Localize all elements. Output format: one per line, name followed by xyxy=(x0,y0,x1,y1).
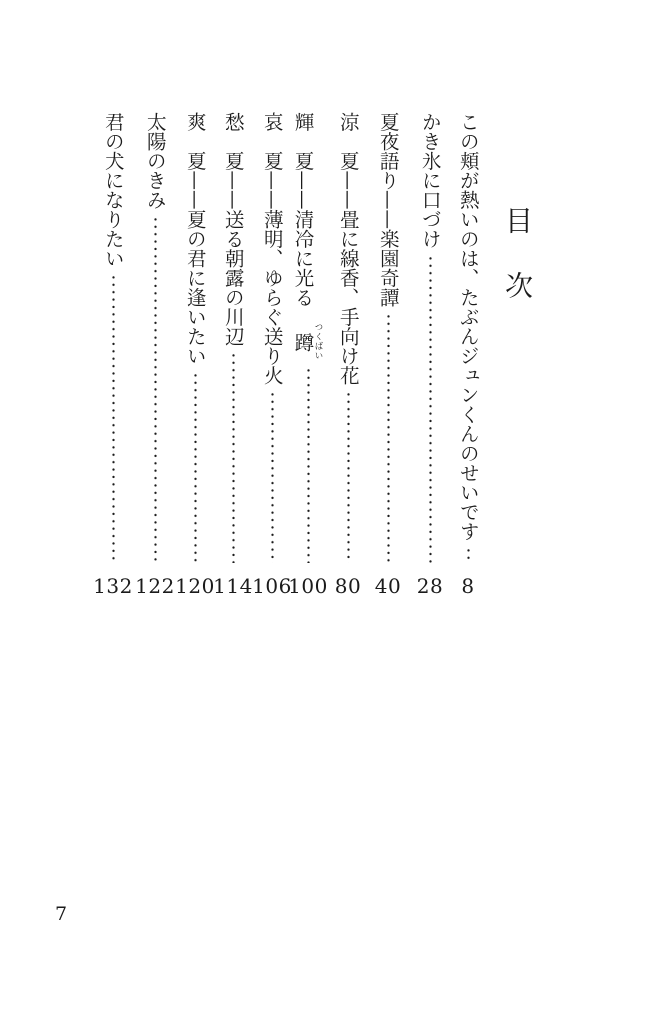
toc-entry-page: 100 xyxy=(288,574,328,598)
toc-entry-page: 122 xyxy=(135,574,175,598)
toc-entry-text-column xyxy=(145,112,165,565)
page-title: 目次 xyxy=(501,206,534,336)
toc-entry xyxy=(252,112,292,598)
toc-entry-page: 114 xyxy=(213,574,253,598)
toc-leader-dots xyxy=(271,391,274,563)
toc-entry-title: 夏夜語り——楽園奇譚 xyxy=(376,112,400,307)
toc-leader-dots xyxy=(429,255,432,564)
toc-entry-page: 8 xyxy=(461,574,475,598)
toc-entry-page: 28 xyxy=(416,574,444,598)
toc-entry-text-column xyxy=(103,112,123,565)
toc-entry-title: 君の犬になりたい xyxy=(101,112,125,268)
toc-entry-page: 120 xyxy=(175,574,215,598)
toc-leader-dots xyxy=(387,313,390,563)
toc-entry xyxy=(175,112,215,598)
toc-entry xyxy=(368,112,408,598)
toc-entry-text-column xyxy=(420,112,440,565)
ruby-base: 蹲 xyxy=(291,322,315,361)
toc-entry xyxy=(288,112,328,598)
toc-entry-title-text: 輝 夏——清冷に光る xyxy=(291,112,315,327)
folio-page-number: 7 xyxy=(55,903,68,925)
toc-entry xyxy=(135,112,175,598)
toc-entry-title: 爽 夏——夏の君に逢いたい xyxy=(183,112,207,366)
toc-leader-dots xyxy=(154,216,157,564)
toc-entry-title: かき氷に口づけ xyxy=(418,112,442,249)
toc-entry xyxy=(410,112,450,598)
toc-leader-dots xyxy=(347,391,350,563)
toc-entry-text-column xyxy=(293,112,323,565)
toc-entry-text-column xyxy=(338,112,358,565)
toc-entry xyxy=(213,112,253,598)
toc-leader-dots xyxy=(112,274,115,563)
toc-entry-text-column xyxy=(223,112,243,565)
toc-leader-dots xyxy=(194,372,197,564)
toc-entry-text-column xyxy=(262,112,282,565)
ruby-text: つくばい xyxy=(313,322,323,361)
toc-entry-title: この頬が熱いのは、たぶんジュンくんのせいです xyxy=(456,112,480,541)
toc-entry xyxy=(93,112,133,598)
toc-entry-page: 80 xyxy=(334,574,362,598)
toc-entry xyxy=(328,112,368,598)
toc-entry-page: 106 xyxy=(252,574,292,598)
toc-leader-dots xyxy=(307,367,310,564)
toc-entry-page: 132 xyxy=(93,574,133,598)
toc-entry-title: 涼 夏——畳に線香、手向け花 xyxy=(336,112,360,385)
toc-entry-text-column xyxy=(458,112,478,565)
toc-entry xyxy=(448,112,488,598)
ruby-tsukubai xyxy=(291,322,323,361)
toc-entry-text-column xyxy=(185,112,205,565)
toc-entry-text-column xyxy=(378,112,398,565)
toc-entry-page: 40 xyxy=(374,574,402,598)
toc-entry-title xyxy=(293,112,323,361)
toc-entry-title: 哀 夏——薄明、ゆらぐ送り火 xyxy=(260,112,284,385)
toc-leader-dots xyxy=(467,547,470,563)
toc-entry-title: 太陽のきみ xyxy=(143,112,167,210)
toc-entry-title: 愁 夏——送る朝露の川辺 xyxy=(221,112,245,346)
toc-leader-dots xyxy=(232,352,235,563)
